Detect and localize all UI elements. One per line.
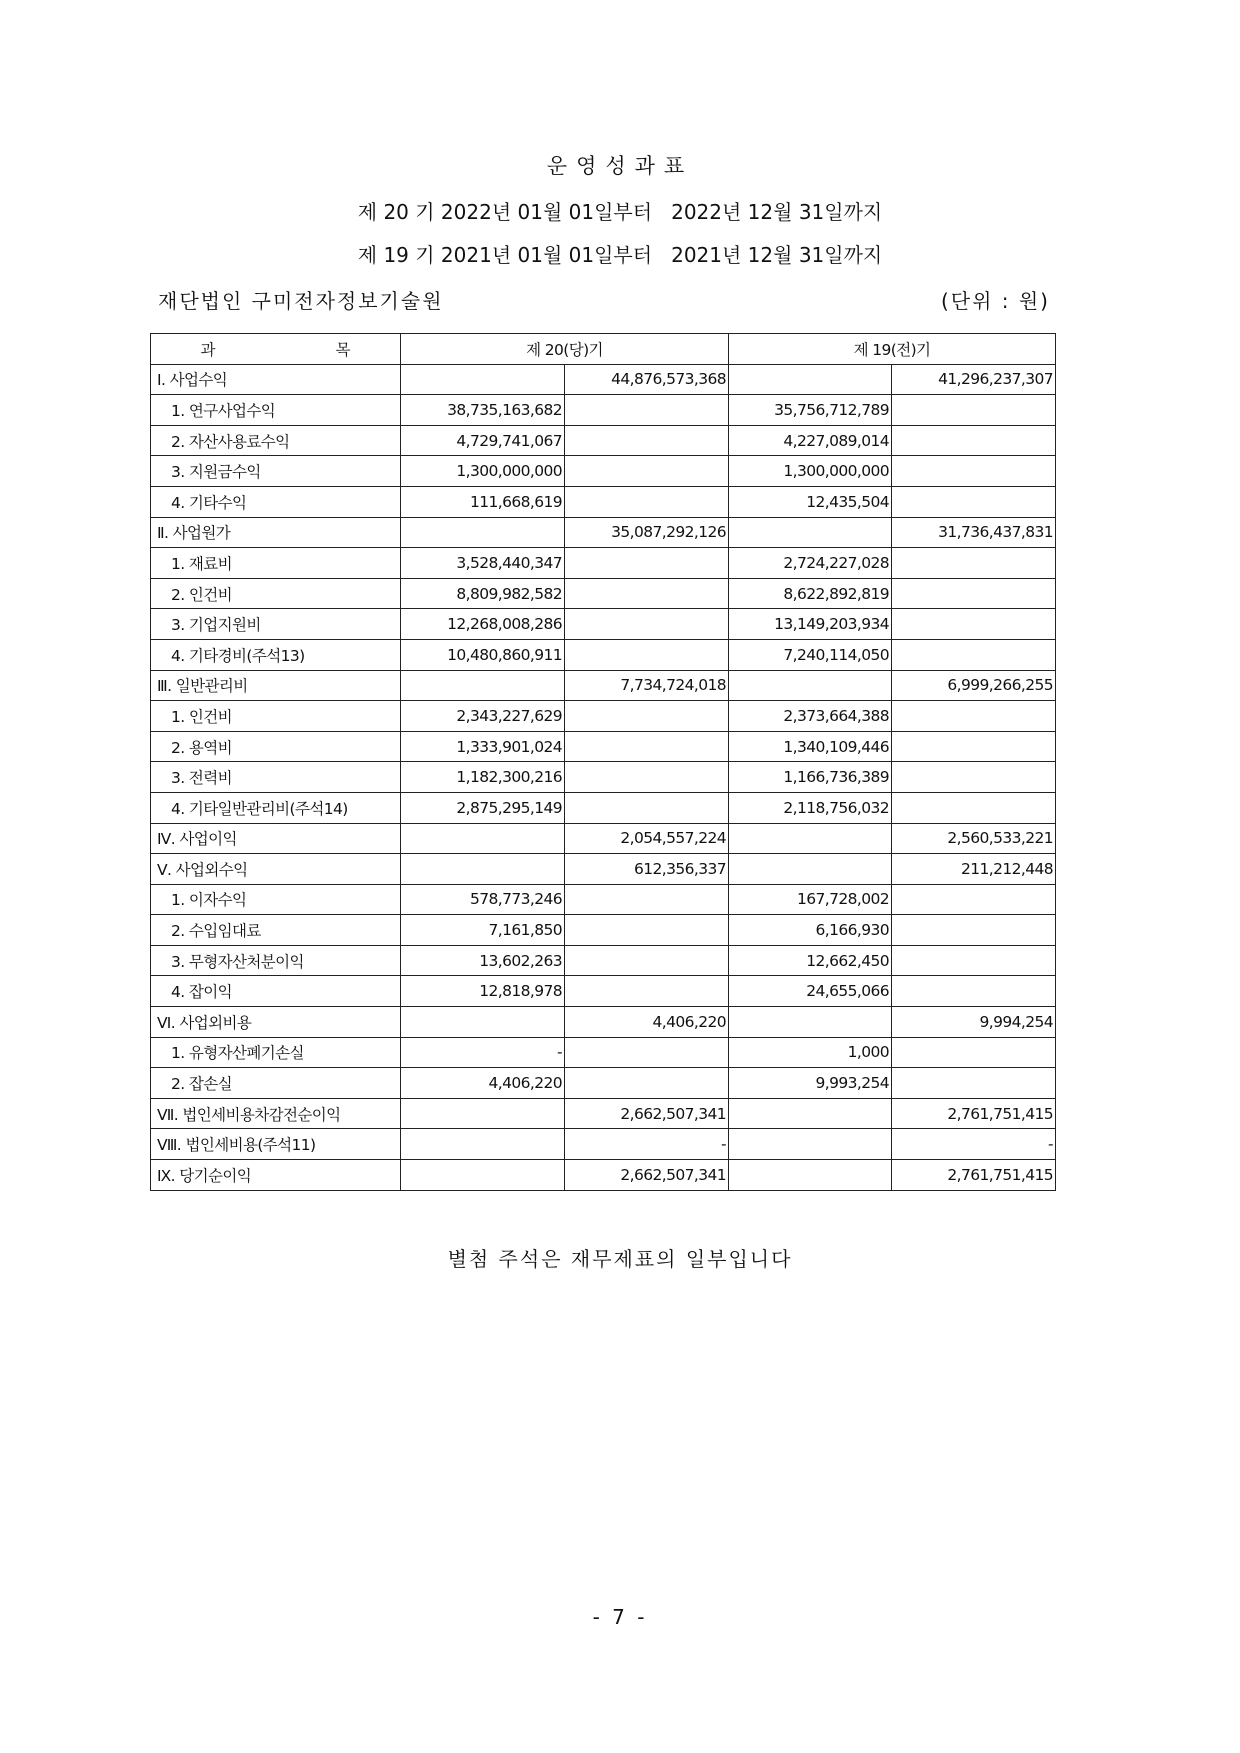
table-body <box>151 364 1056 1190</box>
prior-detail-amount <box>729 364 892 395</box>
prior-detail-amount <box>729 670 892 701</box>
prior-total-amount <box>892 609 1056 640</box>
current-total-amount <box>565 762 729 793</box>
prior-total-amount <box>892 884 1056 915</box>
prior-detail-amount <box>729 1160 892 1191</box>
row-item-name: 3. 지원금수익 <box>151 456 401 487</box>
current-detail-amount: 7,161,850 <box>401 915 565 946</box>
prior-total-amount <box>892 1068 1056 1099</box>
prior-detail-amount: 1,166,736,389 <box>729 762 892 793</box>
row-item-name: 4. 기타수익 <box>151 486 401 517</box>
row-item-name: 2. 용역비 <box>151 731 401 762</box>
table-row <box>151 639 1056 670</box>
current-detail-amount: 2,343,227,629 <box>401 701 565 732</box>
current-total-amount <box>565 884 729 915</box>
table-row <box>151 1007 1056 1038</box>
prior-detail-amount: 2,118,756,032 <box>729 792 892 823</box>
prior-detail-amount: 8,622,892,819 <box>729 578 892 609</box>
current-total-amount <box>565 976 729 1007</box>
current-total-amount <box>565 639 729 670</box>
row-item-name: 2. 수입임대료 <box>151 915 401 946</box>
prior-detail-amount: 2,373,664,388 <box>729 701 892 732</box>
prior-detail-amount: 9,993,254 <box>729 1068 892 1099</box>
prior-detail-amount <box>729 1007 892 1038</box>
prior-detail-amount: 35,756,712,789 <box>729 395 892 426</box>
current-total-amount: 44,876,573,368 <box>565 364 729 395</box>
current-total-amount <box>565 548 729 579</box>
row-item-name: Ⅵ. 사업외비용 <box>151 1007 401 1038</box>
statement-title: 운영성과표 <box>546 154 694 178</box>
current-detail-amount: 4,406,220 <box>401 1068 565 1099</box>
row-item-name: Ⅰ. 사업수익 <box>151 364 401 395</box>
prior-detail-amount: 6,166,930 <box>729 915 892 946</box>
current-total-amount: 2,662,507,341 <box>565 1098 729 1129</box>
row-item-name: 1. 유형자산폐기손실 <box>151 1037 401 1068</box>
current-detail-amount: 111,668,619 <box>401 486 565 517</box>
current-total-amount: 2,662,507,341 <box>565 1160 729 1191</box>
current-detail-amount: 10,480,860,911 <box>401 639 565 670</box>
current-detail-amount <box>401 670 565 701</box>
current-detail-amount <box>401 517 565 548</box>
operating-results-table <box>150 333 1056 1191</box>
header-item-label: 과 목 <box>200 340 351 359</box>
prior-total-amount <box>892 486 1056 517</box>
table-row <box>151 915 1056 946</box>
prior-detail-amount: 4,227,089,014 <box>729 425 892 456</box>
row-item-name: 1. 연구사업수익 <box>151 395 401 426</box>
table-row <box>151 548 1056 579</box>
current-total-amount: 7,734,724,018 <box>565 670 729 701</box>
prior-total-amount <box>892 915 1056 946</box>
current-total-amount: 35,087,292,126 <box>565 517 729 548</box>
current-total-amount <box>565 456 729 487</box>
table-row <box>151 670 1056 701</box>
table-row <box>151 884 1056 915</box>
table-row <box>151 976 1056 1007</box>
current-detail-amount: 13,602,263 <box>401 945 565 976</box>
table-row <box>151 823 1056 854</box>
prior-detail-amount <box>729 517 892 548</box>
table-row <box>151 701 1056 732</box>
current-total-amount <box>565 1068 729 1099</box>
current-detail-amount <box>401 1098 565 1129</box>
table-row <box>151 456 1056 487</box>
prior-total-amount <box>892 578 1056 609</box>
current-detail-amount <box>401 854 565 885</box>
prior-detail-amount: 1,300,000,000 <box>729 456 892 487</box>
current-detail-amount: 4,729,741,067 <box>401 425 565 456</box>
row-item-name: Ⅷ. 법인세비용(주석11) <box>151 1129 401 1160</box>
current-total-amount: 612,356,337 <box>565 854 729 885</box>
row-item-name: 1. 인건비 <box>151 701 401 732</box>
current-detail-amount: 3,528,440,347 <box>401 548 565 579</box>
current-detail-amount: 1,300,000,000 <box>401 456 565 487</box>
prior-detail-amount: 12,662,450 <box>729 945 892 976</box>
prior-detail-amount: 1,340,109,446 <box>729 731 892 762</box>
prior-total-amount: 31,736,437,831 <box>892 517 1056 548</box>
row-item-name: Ⅸ. 당기순이익 <box>151 1160 401 1191</box>
table-row <box>151 364 1056 395</box>
table-row <box>151 425 1056 456</box>
current-total-amount: - <box>565 1129 729 1160</box>
prior-total-amount <box>892 731 1056 762</box>
prior-total-amount: 6,999,266,255 <box>892 670 1056 701</box>
prior-detail-amount <box>729 854 892 885</box>
header-prior-period: 제 19(전)기 <box>729 334 1056 365</box>
prior-total-amount: 2,761,751,415 <box>892 1160 1056 1191</box>
prior-total-amount <box>892 945 1056 976</box>
table-header-row <box>151 334 1056 365</box>
current-detail-amount: 1,333,901,024 <box>401 731 565 762</box>
current-total-amount <box>565 425 729 456</box>
prior-detail-amount: 167,728,002 <box>729 884 892 915</box>
prior-detail-amount <box>729 1098 892 1129</box>
prior-total-amount <box>892 639 1056 670</box>
table-row <box>151 762 1056 793</box>
prior-total-amount <box>892 456 1056 487</box>
prior-total-amount: 2,761,751,415 <box>892 1098 1056 1129</box>
row-item-name: Ⅴ. 사업외수익 <box>151 854 401 885</box>
table-row <box>151 1068 1056 1099</box>
table-row <box>151 1037 1056 1068</box>
prior-detail-amount: 7,240,114,050 <box>729 639 892 670</box>
row-item-name: Ⅲ. 일반관리비 <box>151 670 401 701</box>
prior-total-amount: - <box>892 1129 1056 1160</box>
prior-total-amount <box>892 548 1056 579</box>
prior-total-amount <box>892 1037 1056 1068</box>
current-detail-amount <box>401 823 565 854</box>
prior-total-amount <box>892 701 1056 732</box>
prior-detail-amount <box>729 1129 892 1160</box>
table-row <box>151 792 1056 823</box>
current-detail-amount <box>401 364 565 395</box>
current-total-amount <box>565 701 729 732</box>
prior-total-amount: 211,212,448 <box>892 854 1056 885</box>
prior-total-amount: 41,296,237,307 <box>892 364 1056 395</box>
row-item-name: Ⅳ. 사업이익 <box>151 823 401 854</box>
current-detail-amount <box>401 1007 565 1038</box>
current-total-amount <box>565 609 729 640</box>
prior-total-amount <box>892 976 1056 1007</box>
current-detail-amount: 12,268,008,286 <box>401 609 565 640</box>
table-row <box>151 578 1056 609</box>
prior-detail-amount: 12,435,504 <box>729 486 892 517</box>
table-row <box>151 486 1056 517</box>
header-item <box>151 334 401 365</box>
current-total-amount: 2,054,557,224 <box>565 823 729 854</box>
row-item-name: 4. 잡이익 <box>151 976 401 1007</box>
row-item-name: 1. 이자수익 <box>151 884 401 915</box>
prior-total-amount <box>892 425 1056 456</box>
row-item-name: 2. 자산사용료수익 <box>151 425 401 456</box>
current-period-label: 제 20 기 2022년 01월 01일부터 2022년 12월 31일까지 <box>357 200 883 224</box>
organization-name: 재단법인 구미전자정보기술원 <box>158 289 444 313</box>
row-item-name: 2. 잡손실 <box>151 1068 401 1099</box>
unit-label: (단위 : 원) <box>940 289 1050 313</box>
table-row <box>151 945 1056 976</box>
page-number: - 7 - <box>592 1605 648 1629</box>
row-item-name: 3. 전력비 <box>151 762 401 793</box>
prior-detail-amount: 24,655,066 <box>729 976 892 1007</box>
prior-detail-amount: 13,149,203,934 <box>729 609 892 640</box>
table-row <box>151 395 1056 426</box>
table-row <box>151 731 1056 762</box>
prior-total-amount: 9,994,254 <box>892 1007 1056 1038</box>
current-detail-amount: 1,182,300,216 <box>401 762 565 793</box>
table-row <box>151 517 1056 548</box>
current-detail-amount: - <box>401 1037 565 1068</box>
current-detail-amount: 578,773,246 <box>401 884 565 915</box>
table-row <box>151 854 1056 885</box>
current-detail-amount: 8,809,982,582 <box>401 578 565 609</box>
current-total-amount <box>565 486 729 517</box>
current-detail-amount: 38,735,163,682 <box>401 395 565 426</box>
current-detail-amount <box>401 1160 565 1191</box>
row-item-name: 2. 인건비 <box>151 578 401 609</box>
current-total-amount: 4,406,220 <box>565 1007 729 1038</box>
row-item-name: 1. 재료비 <box>151 548 401 579</box>
current-detail-amount: 12,818,978 <box>401 976 565 1007</box>
prior-total-amount <box>892 395 1056 426</box>
row-item-name: 3. 무형자산처분이익 <box>151 945 401 976</box>
prior-total-amount <box>892 762 1056 793</box>
footer-note: 별첨 주석은 재무제표의 일부입니다 <box>447 1247 793 1271</box>
table-row <box>151 1160 1056 1191</box>
current-total-amount <box>565 578 729 609</box>
row-item-name: 4. 기타경비(주석13) <box>151 639 401 670</box>
current-total-amount <box>565 792 729 823</box>
table-row <box>151 1129 1056 1160</box>
prior-detail-amount: 1,000 <box>729 1037 892 1068</box>
current-total-amount <box>565 731 729 762</box>
prior-total-amount: 2,560,533,221 <box>892 823 1056 854</box>
prior-period-label: 제 19 기 2021년 01월 01일부터 2021년 12월 31일까지 <box>357 243 883 267</box>
row-item-name: 4. 기타일반관리비(주석14) <box>151 792 401 823</box>
prior-total-amount <box>892 792 1056 823</box>
current-detail-amount: 2,875,295,149 <box>401 792 565 823</box>
current-total-amount <box>565 1037 729 1068</box>
table-row <box>151 609 1056 640</box>
row-item-name: Ⅱ. 사업원가 <box>151 517 401 548</box>
current-total-amount <box>565 945 729 976</box>
prior-detail-amount <box>729 823 892 854</box>
table-row <box>151 1098 1056 1129</box>
prior-detail-amount: 2,724,227,028 <box>729 548 892 579</box>
current-total-amount <box>565 395 729 426</box>
row-item-name: 3. 기업지원비 <box>151 609 401 640</box>
current-detail-amount <box>401 1129 565 1160</box>
row-item-name: Ⅶ. 법인세비용차감전순이익 <box>151 1098 401 1129</box>
current-total-amount <box>565 915 729 946</box>
header-current-period: 제 20(당)기 <box>401 334 729 365</box>
